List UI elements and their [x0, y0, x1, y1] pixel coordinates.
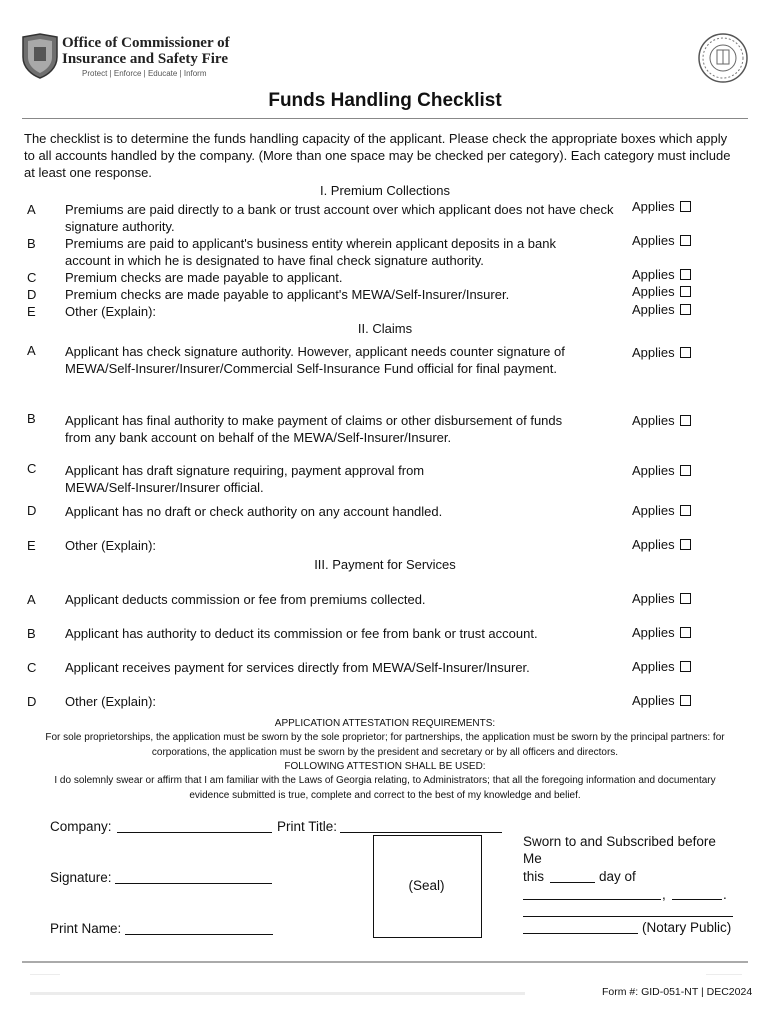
notary-name-field[interactable]: [523, 933, 638, 934]
claims-a-applies[interactable]: [632, 345, 691, 360]
payment-item-text: Other (Explain):: [65, 694, 157, 709]
claims-item-letter: E: [27, 538, 36, 553]
payment-b-applies[interactable]: [632, 625, 691, 640]
claims-item-text: Applicant has no draft or check authority on any account handled.: [65, 504, 443, 519]
applies-label: Applies: [632, 591, 675, 606]
section-heading-premium: I. Premium Collections: [319, 183, 451, 198]
footer-faint-address: [30, 992, 525, 995]
print-name-field[interactable]: [125, 934, 273, 935]
applies-checkbox[interactable]: [680, 593, 691, 604]
premium-c-applies[interactable]: [632, 267, 691, 282]
premium-item-text: Premium checks are made payable to applicant.: [65, 270, 343, 285]
premium-item-text: Other (Explain):: [65, 304, 157, 319]
applies-checkbox[interactable]: [680, 235, 691, 246]
applies-label: Applies: [632, 693, 675, 708]
applies-checkbox[interactable]: [680, 304, 691, 315]
applies-label: Applies: [632, 625, 675, 640]
premium-item-text: Premiums are paid directly to a bank or trust account over which applicant does not have check signature authority.: [65, 202, 614, 234]
logo-tagline: Protect | Enforce | Educate | Inform: [82, 69, 207, 78]
payment-c-applies[interactable]: [632, 659, 691, 674]
claims-item-letter: C: [27, 461, 37, 476]
title-divider: [22, 118, 748, 119]
claims-item-text: Applicant has check signature authority. However, applicant needs counter signature of MEWA/Self-Insurer/Insurer/Commercial Self-Insurance Fund official for final payment.: [65, 344, 565, 376]
applies-checkbox[interactable]: [680, 465, 691, 476]
claims-c-applies[interactable]: [632, 463, 691, 478]
premium-b-applies[interactable]: [632, 233, 691, 248]
applies-label: Applies: [632, 302, 675, 317]
applies-checkbox[interactable]: [680, 661, 691, 672]
applies-label: Applies: [632, 267, 675, 282]
this-label: this: [523, 869, 545, 884]
premium-a-applies[interactable]: [632, 199, 691, 214]
applies-label: Applies: [632, 413, 675, 428]
applies-checkbox[interactable]: [680, 539, 691, 550]
month-field[interactable]: [523, 899, 661, 900]
applies-checkbox[interactable]: [680, 505, 691, 516]
applies-checkbox[interactable]: [680, 286, 691, 297]
print-name-label: Print Name:: [50, 921, 122, 936]
notary-public-label: (Notary Public): [642, 920, 732, 935]
claims-item-text: Applicant has draft signature requiring, payment approval from MEWA/Self-Insurer/Insurer official.: [65, 463, 425, 495]
premium-item-letter: A: [27, 202, 36, 217]
shield-logo-icon: [20, 33, 60, 79]
premium-item-letter: B: [27, 236, 36, 251]
logo-line-2: Insurance and Safety Fire: [62, 51, 228, 67]
applies-label: Applies: [632, 503, 675, 518]
payment-item-text: Applicant has authority to deduct its commission or fee from bank or trust account.: [65, 626, 538, 641]
applies-label: Applies: [632, 463, 675, 478]
premium-e-applies[interactable]: [632, 302, 691, 317]
premium-item-letter: D: [27, 287, 37, 302]
print-title-label: Print Title:: [277, 819, 338, 834]
payment-item-letter: B: [27, 626, 36, 641]
claims-item-letter: A: [27, 343, 36, 358]
page-title: Funds Handling Checklist: [268, 90, 502, 111]
claims-item-text: Other (Explain):: [65, 538, 157, 553]
intro-paragraph: The checklist is to determine the funds handling capacity of the applicant. Please check the appropriate boxes which apply to all accounts handled by the company. (More than one space may be checked per category). Each category must include at least one response.: [24, 131, 731, 180]
claims-b-applies[interactable]: [632, 413, 691, 428]
payment-d-applies[interactable]: [632, 693, 691, 708]
applies-label: Applies: [632, 659, 675, 674]
premium-item-letter: C: [27, 270, 37, 285]
applies-checkbox[interactable]: [680, 695, 691, 706]
footer-divider: [22, 961, 748, 963]
signature-label: Signature:: [50, 870, 112, 885]
attestation-heading: APPLICATION ATTESTATION REQUIREMENTS:: [274, 718, 496, 729]
claims-item-letter: D: [27, 503, 37, 518]
attestation-requirements: For sole proprietorships, the application must be sworn by the sole proprietor; for partnerships, the application must be sworn by the principal partners: for corporations, the application must be sworn by the president and secretary or by all officers and directors.: [45, 732, 725, 758]
premium-item-text: Premiums are paid to applicant's business entity wherein applicant deposits in a bank account in which he is designated to have final check signature authority.: [65, 236, 556, 268]
payment-a-applies[interactable]: [632, 591, 691, 606]
company-field[interactable]: [117, 832, 272, 833]
attestation-following: FOLLOWING ATTESTION SHALL BE USED:: [284, 761, 486, 772]
applies-checkbox[interactable]: [680, 415, 691, 426]
section-heading-payment: III. Payment for Services: [314, 557, 456, 572]
applies-label: Applies: [632, 199, 675, 214]
footer-faint-mark: [30, 974, 60, 975]
signature-field[interactable]: [115, 883, 272, 884]
applies-checkbox[interactable]: [680, 269, 691, 280]
year-field[interactable]: [672, 899, 722, 900]
applies-checkbox[interactable]: [680, 347, 691, 358]
print-title-field[interactable]: [340, 832, 502, 833]
company-label: Company:: [50, 819, 112, 834]
applies-checkbox[interactable]: [680, 201, 691, 212]
claims-d-applies[interactable]: [632, 503, 691, 518]
logo-line-1: Office of Commissioner of: [62, 35, 230, 51]
section-heading-claims: II. Claims: [357, 321, 413, 336]
payment-item-text: Applicant receives payment for services directly from MEWA/Self-Insurer/Insurer.: [65, 660, 530, 675]
day-field[interactable]: [550, 882, 595, 883]
payment-item-letter: C: [27, 660, 37, 675]
claims-item-letter: B: [27, 411, 36, 426]
notary-signature-field[interactable]: [523, 916, 733, 917]
premium-d-applies[interactable]: [632, 284, 691, 299]
period-mark: .: [723, 887, 727, 902]
payment-item-letter: D: [27, 694, 37, 709]
payment-item-text: Applicant deducts commission or fee from premiums collected.: [65, 592, 426, 607]
applies-checkbox[interactable]: [680, 627, 691, 638]
sworn-text: Sworn to and Subscribed before Me: [523, 834, 716, 866]
applies-label: Applies: [632, 537, 675, 552]
comma-mark: ,: [662, 887, 666, 902]
applies-label: Applies: [632, 233, 675, 248]
form-id: Form #: GID-051-NT | DEC2024: [602, 986, 753, 998]
payment-item-letter: A: [27, 592, 36, 607]
attestation-oath: I do solemnly swear or affirm that I am familiar with the Laws of Georgia relating, to Administrators; that all the foregoing information and documentary evidence submitted is true, complete and correct to the best of my knowledge and belief.: [54, 775, 716, 801]
footer-faint-page: [706, 974, 742, 975]
claims-item-text: Applicant has final authority to make payment of claims or other disbursement of funds from any bank account on behalf of the MEWA/Self-Insurer/Insurer.: [65, 413, 563, 445]
seal-label: (Seal): [408, 878, 445, 893]
state-seal-icon: [697, 32, 749, 84]
applies-label: Applies: [632, 284, 675, 299]
premium-item-text: Premium checks are made payable to applicant's MEWA/Self-Insurer/Insurer.: [65, 287, 510, 302]
premium-item-letter: E: [27, 304, 36, 319]
applies-label: Applies: [632, 345, 675, 360]
day-of-label: day of: [599, 869, 636, 884]
claims-e-applies[interactable]: [632, 537, 691, 552]
agency-logo: [20, 33, 230, 83]
